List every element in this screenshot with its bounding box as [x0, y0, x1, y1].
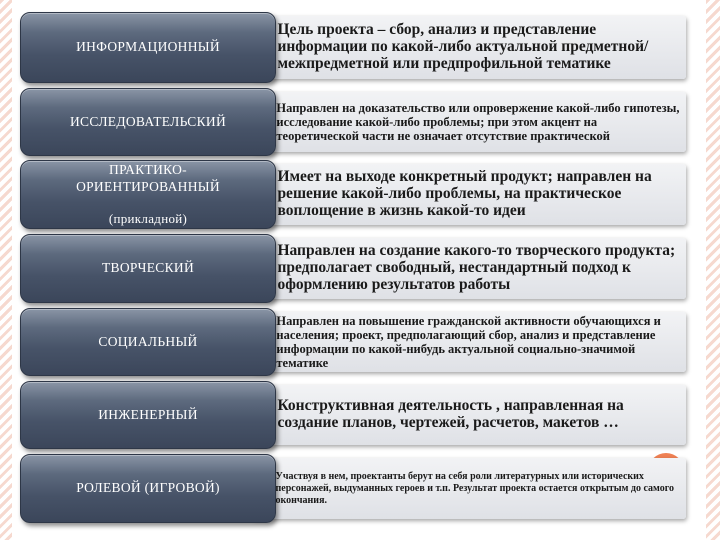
description-text: Направлен на доказательство или опровержение какой-либо гипотезы, исследование какой-либо проблемы; при этом акцент на теоретической части не означает отсутствие практической	[276, 101, 680, 143]
right-decorative-stripe	[706, 0, 720, 540]
left-decorative-stripe	[0, 0, 12, 540]
description-text: Конструктивная деятельность , направленная на создание планов, чертежей, расчетов, макетов …	[277, 397, 624, 431]
label-subtext: (прикладной)	[108, 210, 188, 226]
description	[266, 454, 680, 523]
description-text: Имеет на выходе конкретный продукт; направлен на решение какой-либо проблемы, на практическое воплощение в жизнь какой-то идеи	[277, 168, 652, 219]
description	[266, 88, 680, 156]
description-text: Направлен на создание какого-то творческого продукта; предполагает свободный, нестандартный подход к оформлению результатов работы	[277, 242, 676, 293]
project-type-label	[20, 381, 276, 449]
project-type-row-social	[20, 308, 686, 376]
label-text: РОЛЕВОЙ (ИГРОВОЙ)	[76, 480, 220, 496]
description	[266, 234, 680, 303]
description-text: Цель проекта – сбор, анализ и представление информации по какой-либо актуальной предметной/межпредметной или предпрофильной тематике	[277, 21, 649, 72]
description-text: Направлен на повышение гражданской активности обучающихся и населения; проект, предполагающий сбор, анализ и представление информации по какой-нибудь актуальной социально-значимой тематике	[276, 314, 661, 370]
description	[266, 12, 680, 83]
project-type-row-informational	[20, 12, 686, 83]
label-text: ИССЛЕДОВАТЕЛЬСКИЙ	[70, 113, 226, 129]
label-text: ПРАКТИКО-ОРИЕНТИРОВАННЫЙ	[76, 162, 220, 194]
project-type-label	[20, 160, 276, 229]
description-text: Участвуя в нем, проектанты берут на себя роли литературных или исторических персонажей, выдуманных героев и т.п. Результат проекта остается открытым до самого окончания.	[275, 470, 675, 506]
project-type-label	[20, 234, 276, 303]
project-type-row-creative	[20, 234, 686, 303]
label-text: ИНЖЕНЕРНЫЙ	[98, 406, 198, 422]
label-text: ИНФОРМАЦИОННЫЙ	[76, 39, 220, 55]
description	[266, 381, 680, 449]
project-type-label	[20, 12, 276, 83]
description	[266, 308, 680, 376]
project-type-row-role-play	[20, 454, 686, 523]
description	[266, 160, 680, 229]
label-text: ТВОРЧЕСКИЙ	[101, 260, 195, 276]
project-type-row-engineering	[20, 381, 686, 449]
project-type-row-practice-oriented	[20, 160, 686, 229]
label-text: СОЦИАЛЬНЫЙ	[98, 333, 198, 349]
project-type-label	[20, 308, 276, 376]
project-type-label	[20, 454, 276, 523]
